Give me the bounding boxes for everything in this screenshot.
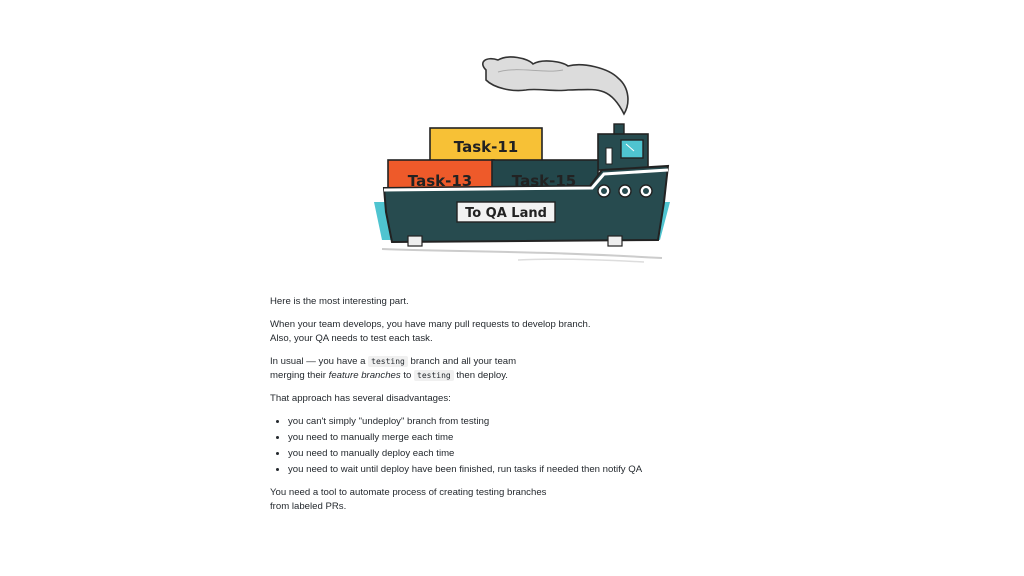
list-item: • you need to wait until deploy have been finished, run tasks if needed then notify QA: [288, 463, 750, 477]
intro-paragraph: Here is the most interesting part.: [270, 296, 409, 307]
testing-code-2: testing: [414, 370, 454, 381]
outro-paragraph: [270, 486, 750, 514]
team-paragraph-line2: Also, your QA needs to test each task.: [270, 333, 433, 344]
ship-cabin: [598, 124, 648, 170]
disadvantages-heading: That approach has several disadvantages:: [270, 393, 451, 404]
usual-text-3: merging their: [270, 370, 329, 381]
list-item: • you need to manually merge each time: [288, 431, 750, 445]
container-task-11: [430, 128, 542, 162]
smoke-cloud: [483, 57, 628, 114]
usual-approach-paragraph: [270, 355, 750, 383]
container-label-task-13: Task-13: [407, 172, 473, 190]
hull-sign-label: To QA Land: [465, 206, 547, 221]
usual-text-5: then deploy.: [453, 370, 508, 381]
team-paragraph: [270, 318, 750, 346]
feature-branches-emphasis: feature branches: [328, 370, 401, 381]
usual-text-4: to: [400, 370, 414, 381]
usual-text-2: branch and all your team: [407, 356, 517, 367]
list-item: • you can't simply "undeploy" branch from testing: [288, 415, 750, 429]
article-body: [270, 295, 750, 523]
container-label-task-11: Task-11: [453, 138, 519, 156]
usual-text-1: In usual — you have a: [270, 356, 369, 367]
ship-illustration: [368, 52, 678, 267]
list-item: • you need to manually deploy each time: [288, 447, 750, 461]
container-task-13: [388, 160, 494, 190]
team-paragraph-line1: When your team develops, you have many pull requests to develop branch.: [270, 319, 591, 330]
outro-line2: from labeled PRs.: [270, 501, 347, 512]
outro-line1: You need a tool to automate process of creating testing branches: [270, 487, 547, 498]
disadvantages-list: [270, 415, 750, 477]
testing-code-1: testing: [368, 356, 408, 367]
container-label-task-15: Task-15: [511, 172, 577, 190]
